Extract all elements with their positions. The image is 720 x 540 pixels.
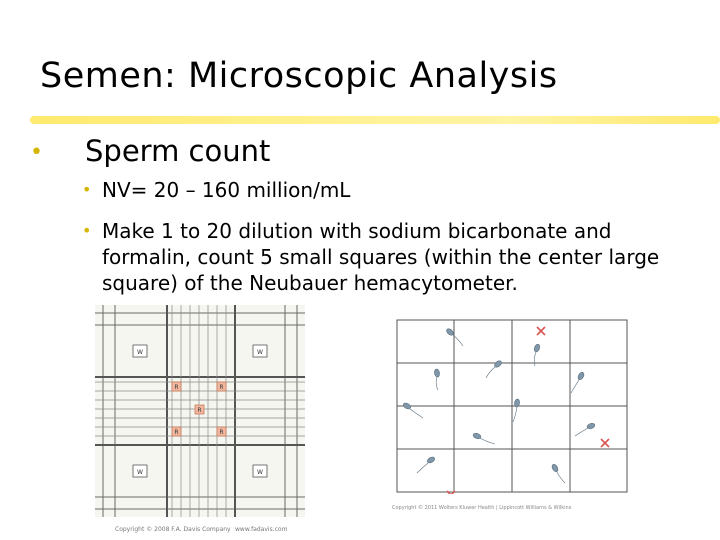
sperm-cell [417,456,436,473]
text-clip [0,296,720,304]
sperm-cell [434,369,440,390]
sperm-cell [551,463,565,483]
figure-left-caption: Copyright © 2008 F.A. Davis Company [115,526,231,533]
sub-bullet-marker: • [82,180,92,199]
sperm-cell [571,371,585,393]
sperm-cell [472,432,495,444]
excluded-x-mark [537,327,545,335]
excluded-x-mark [601,439,609,447]
sperm-grid-figure [395,318,629,494]
sub-bullet-text: Make 1 to 20 dilution with sodium bicarbonate and formalin, count 5 small squares (within the center large square) of the Neubauer hemacytometer. [102,219,660,295]
sub-bullet-text: NV= 20 – 160 million/mL [102,178,351,202]
hemacytometer-grid-figure [95,305,305,517]
figure-left-url: www.fadavis.com [235,526,288,533]
bullet-text: Sperm count [85,134,271,168]
sperm-cell [575,422,596,436]
r-label: R [219,384,224,391]
r-label: R [219,429,224,436]
sperm-cell [402,402,423,418]
w-label: W [257,349,263,356]
w-label: W [137,349,143,356]
sperm-grid [395,318,629,494]
title-underline [30,116,720,124]
slide-title: Semen: Microscopic Analysis [40,56,558,96]
sperm-cell [513,399,520,422]
bullet-marker: • [30,140,43,165]
w-label: W [257,469,263,476]
hemacytometer-grid [95,305,305,517]
r-label: R [174,429,179,436]
figure-right-caption: Copyright © 2011 Wolters Kluwer Health | Lippincott Williams & Wilkins [392,505,572,511]
sub-bullet-marker: • [82,221,92,240]
w-label: W [137,469,143,476]
r-label: R [174,384,179,391]
sperm-cell [486,360,503,378]
r-label: R [197,407,202,414]
